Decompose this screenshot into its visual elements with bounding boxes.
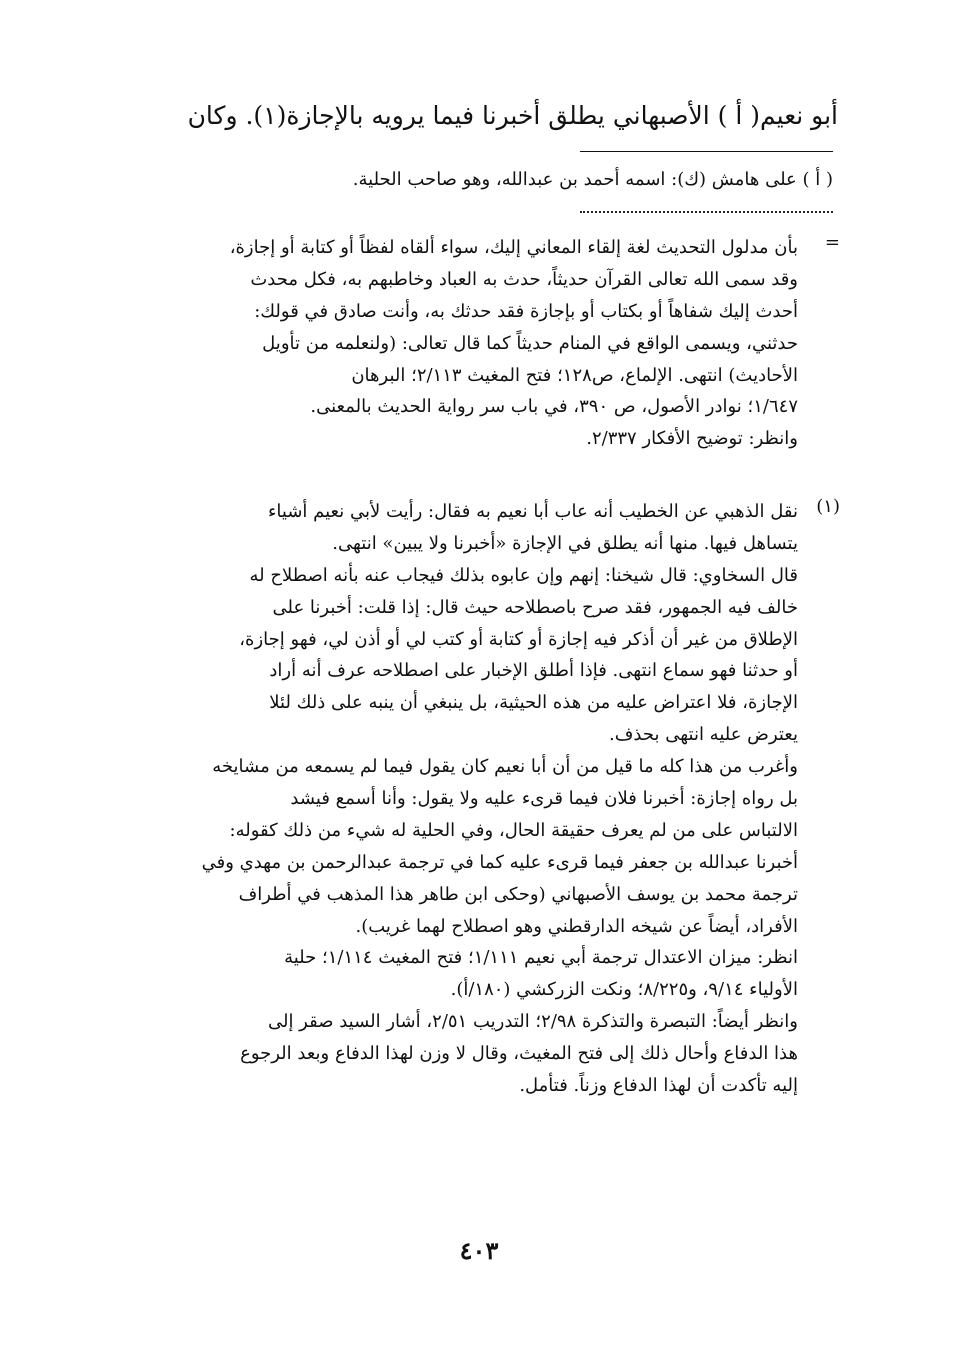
footnote-line: الأفراد، أيضاً عن شيخه الدارقطني وهو اصطلاح لهما غريب). <box>355 915 798 937</box>
continuation-line: وانظر: توضيح الأفكار ٢/٣٣٧. <box>586 428 798 450</box>
footnote-line: أو حدثنا فهو سماع انتهى. فإذا أطلق الإخبار على اصطلاحه عرف أنه أراد <box>269 660 798 682</box>
footnote-line: الالتباس على من لم يعرف حقيقة الحال، وفي الحلية له شيء من ذلك كقوله: <box>229 819 798 841</box>
continuation-marker: = <box>824 232 840 253</box>
continuation-line: حدثني، ويسمى الواقع في المنام حديثاً كما قال تعالى: (ولنعلمه من تأويل <box>262 332 798 354</box>
continuation-line: ١/٦٤٧؛ نوادر الأصول، ص ٣٩٠، في باب سر رواية الحديث بالمعنى. <box>310 396 798 418</box>
footnote-line: الأولياء ٩/١٤، و٨/٢٢٥؛ ونكت الزركشي (١٨٠/أ). <box>450 979 798 1001</box>
footnote-line: وأغرب من هذا كله ما قيل من أن أبا نعيم كان يقول فيما لم يسمعه من مشايخه <box>212 756 798 778</box>
footnote-line: يتساهل فيها. منها أنه يطلق في الإجازة «أخبرنا ولا يبين» انتهى. <box>332 532 798 554</box>
footnote-line: يعترض عليه انتهى بحذف. <box>609 724 798 746</box>
footnote-block <box>138 496 798 1102</box>
continuation-line: أحدث إليك شفاهاً أو بكتاب أو بإجازة فقد حدثك به، وأنت صادق في قولك: <box>254 300 798 322</box>
continuation-line: وقد سمى الله تعالى القرآن حديثاً، حدث به العباد وخاطبهم به، فكل محدث <box>250 268 798 290</box>
footnote-line: الإجازة، فلا اعتراض عليه من هذه الحيثية، بل ينبغي أن ينبه على ذلك لئلا <box>269 692 798 714</box>
footnote-marker: (١) <box>816 496 840 517</box>
footnote-line: أخبرنا عبدالله بن جعفر فيما قرىء عليه كما في ترجمة عبدالرحمن بن مهدي وفي <box>201 851 798 873</box>
continuation-block <box>138 232 798 455</box>
footnote-separator-rule <box>580 151 833 152</box>
continuation-line: الأحاديث) انتهى. الإلماع، ص١٢٨؛ فتح المغيث ٢/١١٣؛ البرهان <box>351 364 798 386</box>
footnote-line: بل رواه إجازة: أخبرنا فلان فيما قرىء عليه ولا يقول: وأنا أسمع فيشد <box>290 788 798 810</box>
footnote-line: الإطلاق من غير أن أذكر فيه إجازة أو كتابة أو كتب لي أو أذن لي، فهو إجازة، <box>239 628 798 650</box>
main-text-line: أبو نعيم( أ ) الأصبهاني يطلق أخبرنا فيما يرويه بالإجازة(١). وكان <box>187 101 838 130</box>
footnote-line: قال السخاوي: قال شيخنا: إنهم وإن عابوه بذلك فيجاب عنه بأنه اصطلاح له <box>249 564 798 586</box>
margin-note: ( أ ) على هامش (ك): اسمه أحمد بن عبدالله، وهو صاحب الحلية. <box>352 169 833 190</box>
footnote-line: ترجمة محمد بن يوسف الأصبهاني (وحكى ابن طاهر هذا المذهب في أطراف <box>238 883 798 905</box>
footnote-line: هذا الدفاع وأحال ذلك إلى فتح المغيث، وقال لا وزن لهذا الدفاع وبعد الرجوع <box>240 1043 798 1065</box>
footnote-line: انظر: ميزان الاعتدال ترجمة أبي نعيم ١/١١١؛ فتح المغيث ١/١١٤؛ حلية <box>284 947 798 969</box>
continuation-line: بأن مدلول التحديث لغة إلقاء المعاني إليك، سواء ألقاه لفظاً أو كتابة أو إجازة، <box>229 237 798 258</box>
footnote-line: إليه تأكدت أن لهذا الدفاع وزناً. فتأمل. <box>519 1075 798 1097</box>
footnote-line: خالف فيه الجمهور، فقد صرح باصطلاحه حيث قال: إذا قلت: أخبرنا على <box>272 596 798 618</box>
footnote-line: وانظر أيضاً: التبصرة والتذكرة ٢/٩٨؛ التدريب ٢/٥١، أشار السيد صقر إلى <box>267 1011 798 1033</box>
dotted-separator <box>580 211 833 213</box>
page-number: ٤٠٣ <box>459 1236 499 1265</box>
footnote-line: نقل الذهبي عن الخطيب أنه عاب أبا نعيم به فقال: رأيت لأبي نعيم أشياء <box>267 501 798 522</box>
